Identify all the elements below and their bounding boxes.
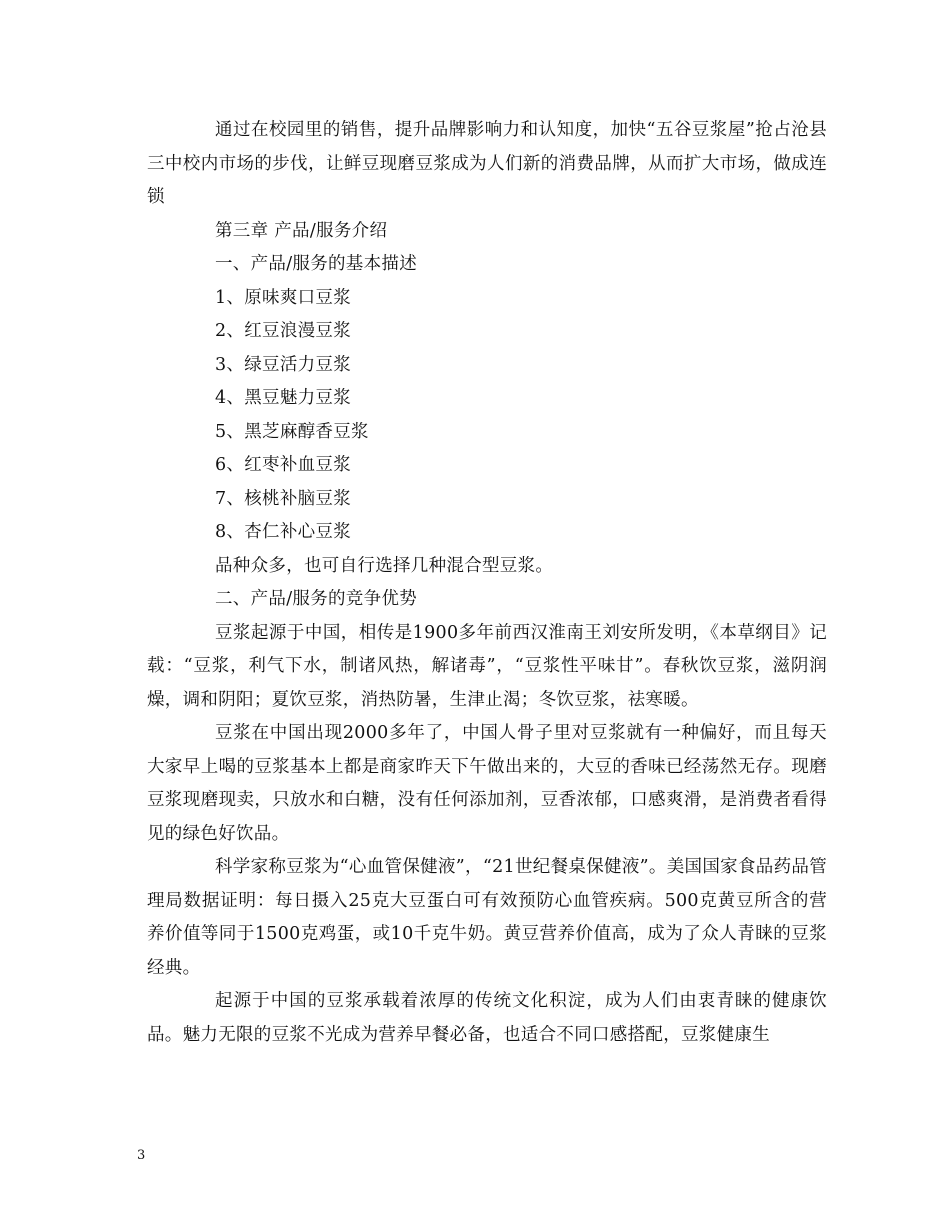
list-item: 3、绿豆活力豆浆: [215, 354, 352, 375]
paragraph-culture: 起源于中国的豆浆承载着浓厚的传统文化积淀，成为人们由衷青睐的健康饮品。魅力无限的豆浆不光成为营养早餐必备，也适合不同口感搭配，豆浆健康生: [147, 991, 827, 1045]
variety-note: 品种众多，也可自行选择几种混合型豆浆。: [215, 555, 554, 576]
chapter-heading: 第三章 产品/服务介绍: [215, 220, 388, 241]
paragraph-science: 科学家称豆浆为“心血管保健液”，“21世纪餐桌保健液”。美国国家食品药品管理局数据证明：每日摄入25克大豆蛋白可有效预防心血管疾病。500克黄豆所含的营养价值等同于1500克鸡蛋，或10千克牛奶。黄豆营养价值高，成为了众人青睐的豆浆经典。: [147, 857, 827, 978]
page-number: 3: [137, 1148, 146, 1163]
list-item: 2、红豆浪漫豆浆: [215, 321, 352, 341]
paragraph-history: 豆浆在中国出现2000多年了，中国人骨子里对豆浆就有一种偏好，而且每天大家早上喝的豆浆基本上都是商家昨天下午做出来的，大豆的香味已经荡然无存。现磨豆浆现磨现卖，只放水和白糖，没有任何添加剂，豆香浓郁，口感爽滑，是消费者看得见的绿色好饮品。: [147, 723, 827, 844]
list-item: 5、黑芝麻醇香豆浆: [215, 421, 369, 442]
list-item: 1、原味爽口豆浆: [215, 287, 352, 308]
list-item: 8、杏仁补心豆浆: [215, 522, 352, 542]
list-item: 4、黑豆魅力豆浆: [215, 388, 352, 408]
document-body: [147, 114, 827, 1052]
section-heading-competitive-advantage: 二、产品/服务的竞争优势: [215, 589, 417, 609]
list-item: 6、红枣补血豆浆: [215, 455, 352, 475]
paragraph-origin: 豆浆起源于中国，相传是1900多年前西汉淮南王刘安所发明，《本草纲目》记载：“豆浆，利气下水，制诸风热，解诸毒”，“豆浆性平味甘”。春秋饮豆浆，滋阴润燥，调和阴阳；夏饮豆浆，消热防暑，生津止渴；冬饮豆浆，祛寒暖。: [147, 622, 827, 710]
paragraph-campus-sales: 通过在校园里的销售，提升品牌影响力和认知度，加快“五谷豆浆屋”抢占沧县三中校内市场的步伐，让鲜豆现磨豆浆成为人们新的消费品牌，从而扩大市场，做成连锁: [147, 120, 827, 207]
section-heading-basic-description: 一、产品/服务的基本描述: [215, 254, 417, 274]
list-item: 7、核桃补脑豆浆: [215, 488, 352, 509]
